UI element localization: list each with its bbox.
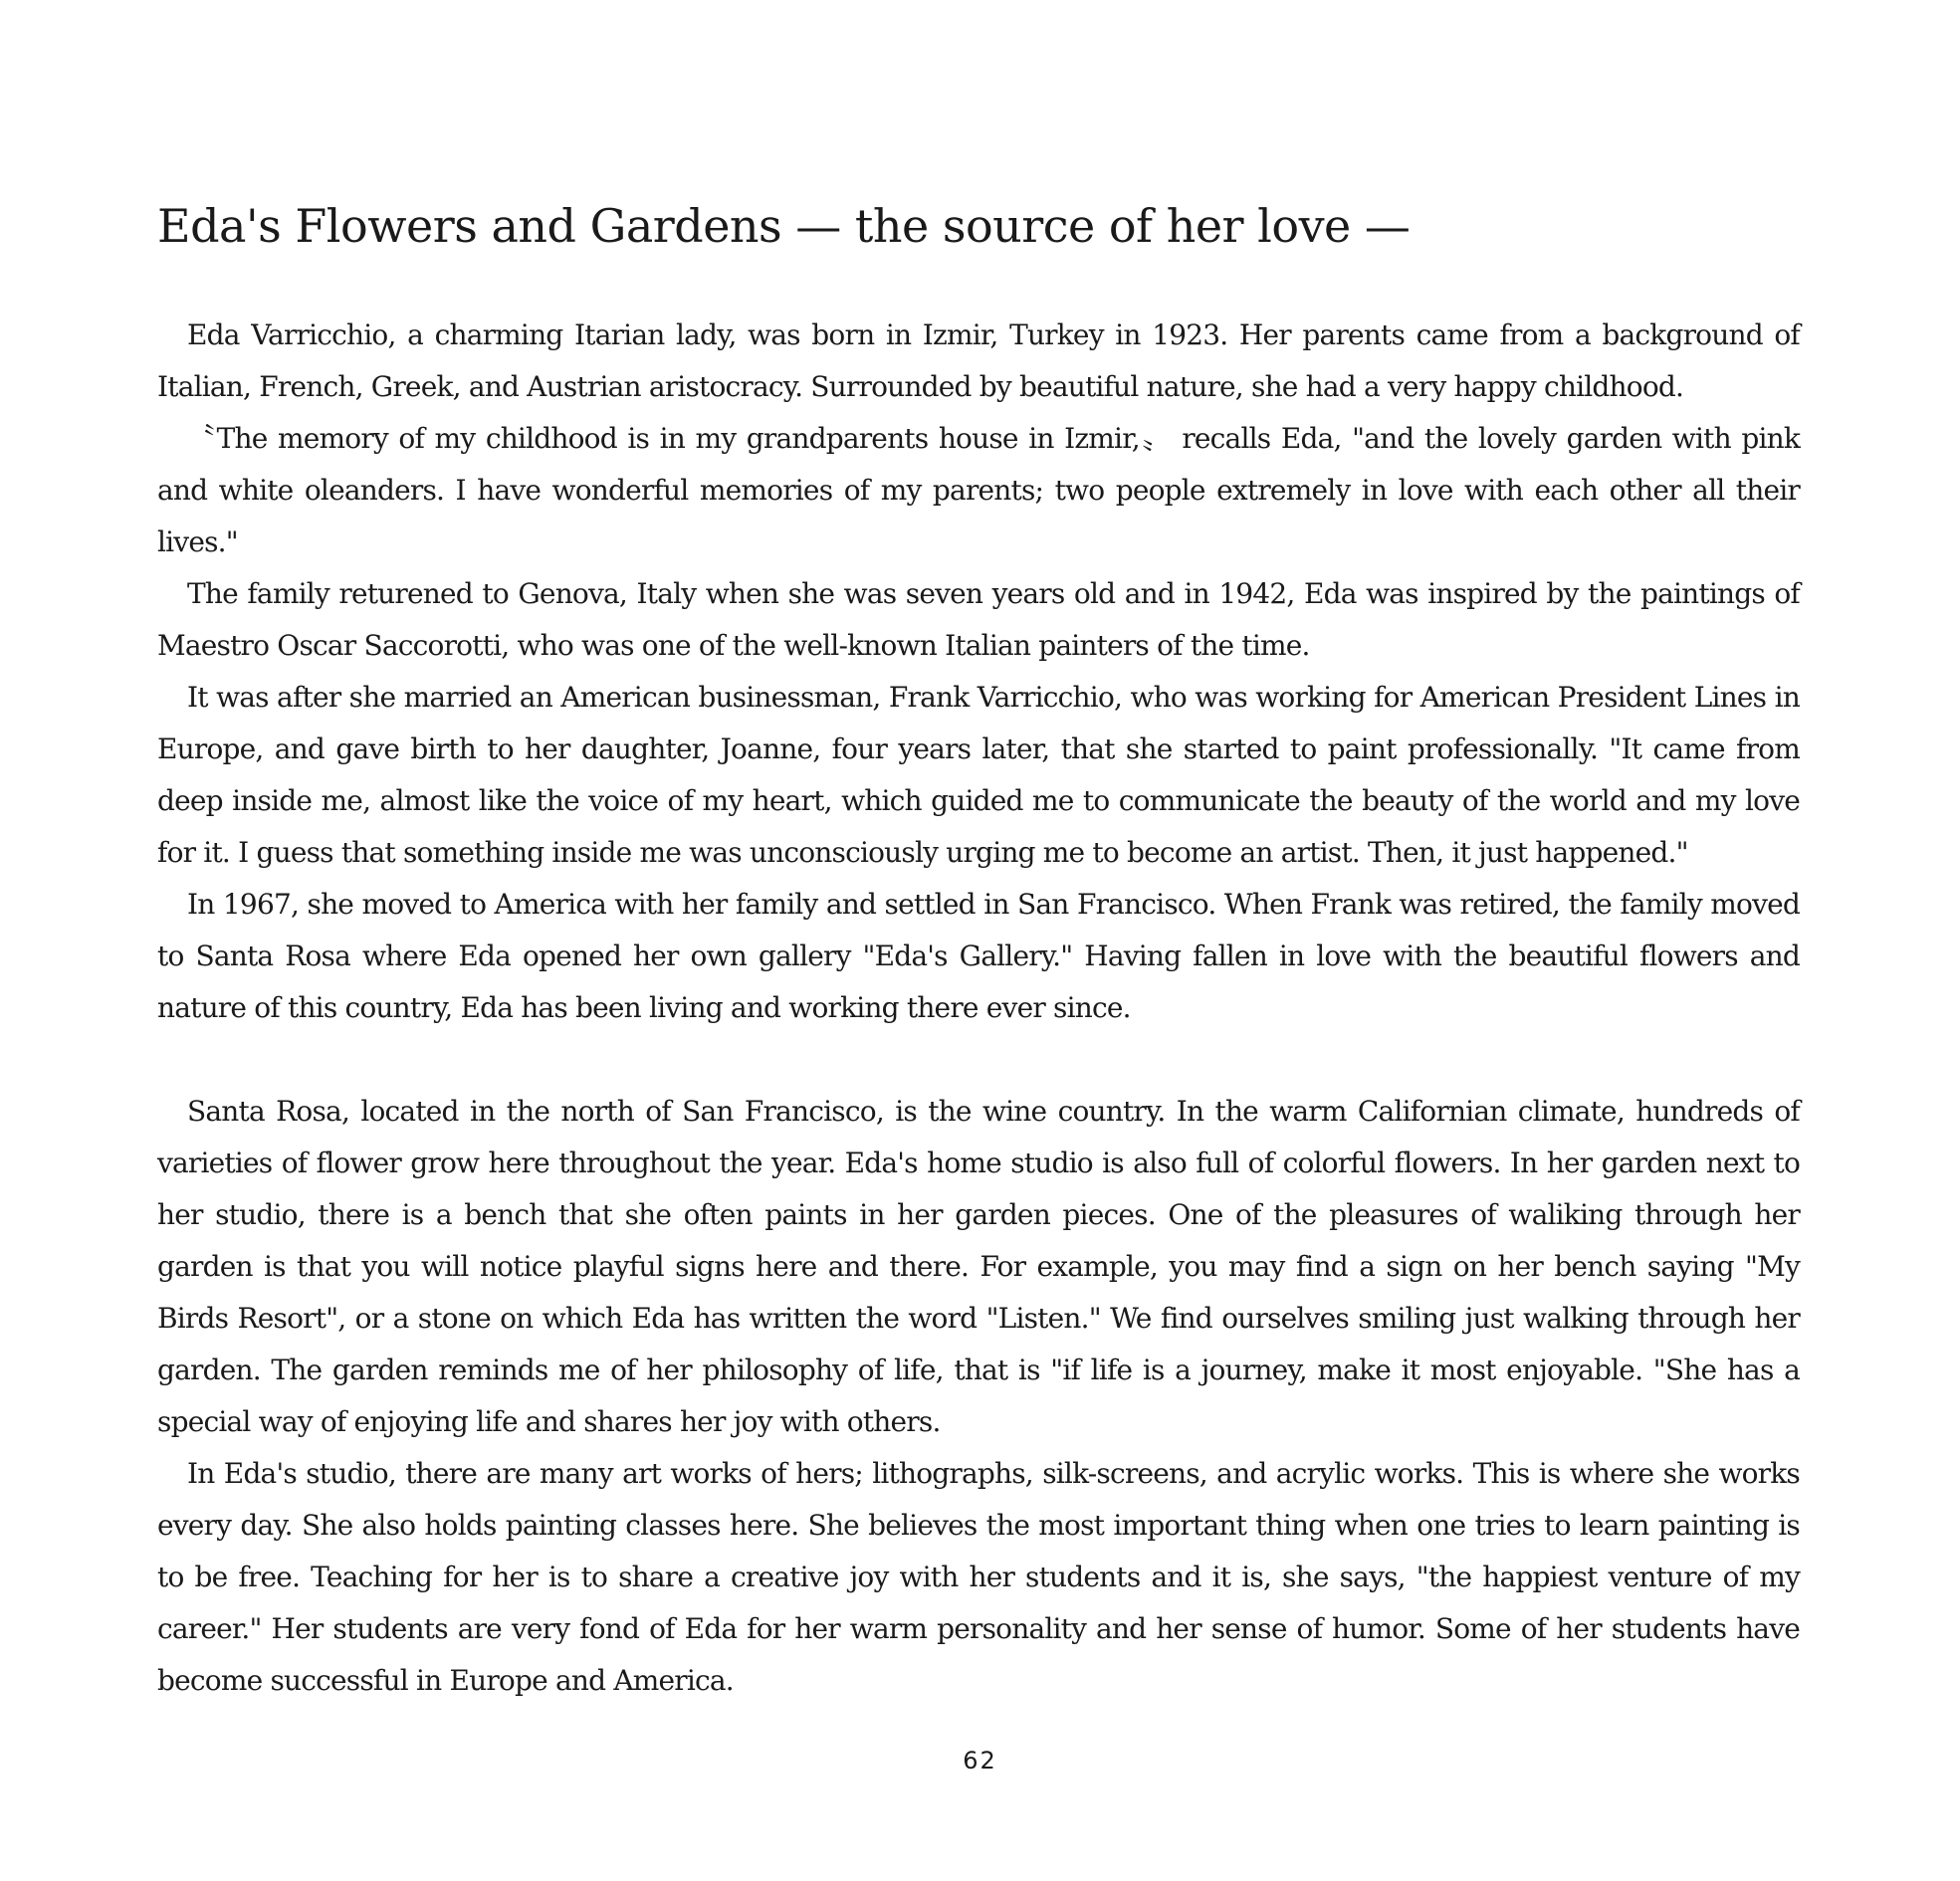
section-gap: [157, 1034, 1800, 1086]
document-page: [157, 199, 1800, 1707]
paragraph-genova: The family returened to Genova, Italy when she was seven years old and in 1942, Eda was inspired by the paintings of Maestro Oscar Saccorotti, who was one of the well-known Italian painters of the time.: [157, 577, 1800, 663]
paragraph-america: In 1967, she moved to America with her family and settled in San Francisco. When Frank was retired, the family moved to Santa Rosa where Eda opened her own gallery "Eda's Gallery." Having fallen in love with the beautiful flowers and nature of this country, Eda has been living and working there ever since.: [157, 888, 1800, 1025]
paragraph-career: It was after she married an American businessman, Frank Varricchio, who was working for American President Lines in Europe, and gave birth to her daughter, Joanne, four years later, that she started to paint professionally. "It came from deep inside me, almost like the voice of my heart, which guided me to communicate the beauty of the world and my love for it. I guess that something inside me was unconsciously urging me to become an artist. Then, it just happened.": [157, 681, 1800, 870]
paragraph-studio: In Eda's studio, there are many art works of hers; lithographs, silk-screens, and acrylic works. This is where she works every day. She also holds painting classes here. She believes the most important thing when one tries to learn painting is to be free. Teaching for her is to share a creative joy with her students and it is, she says, "the happiest venture of my career." Her students are very fond of Eda for her warm personality and her sense of humor. Some of her students have become successful in Europe and America.: [157, 1457, 1800, 1698]
paragraph-childhood-quote: 〝The memory of my childhood is in my grandparents house in Izmir,〟 recalls Eda, "and the lovely garden with pink and white oleanders. I have wonderful memories of my parents; two people extremely in love with each other all their lives.": [157, 422, 1800, 559]
page-title: Eda's Flowers and Gardens — the source of her love —: [157, 199, 1411, 253]
page-number: 62: [963, 1747, 997, 1775]
paragraph-santa-rosa: Santa Rosa, located in the north of San Francisco, is the wine country. In the warm Californian climate, hundreds of varieties of flower grow here throughout the year. Eda's home studio is also full of colorful flowers. In her garden next to her studio, there is a bench that she often paints in her garden pieces. One of the pleasures of waliking through her garden is that you will notice playful signs here and there. For example, you may find a sign on her bench saying "My Birds Resort", or a stone on which Eda has written the word "Listen." We find ourselves smiling just walking through her garden. The garden reminds me of her philosophy of life, that is "if life is a journey, make it most enjoyable. "She has a special way of enjoying life and shares her joy with others.: [157, 1095, 1800, 1439]
paragraph-birth: Eda Varricchio, a charming Itarian lady, was born in Izmir, Turkey in 1923. Her parents came from a background of Italian, French, Greek, and Austrian aristocracy. Surrounded by beautiful nature, she had a very happy childhood.: [157, 318, 1800, 404]
